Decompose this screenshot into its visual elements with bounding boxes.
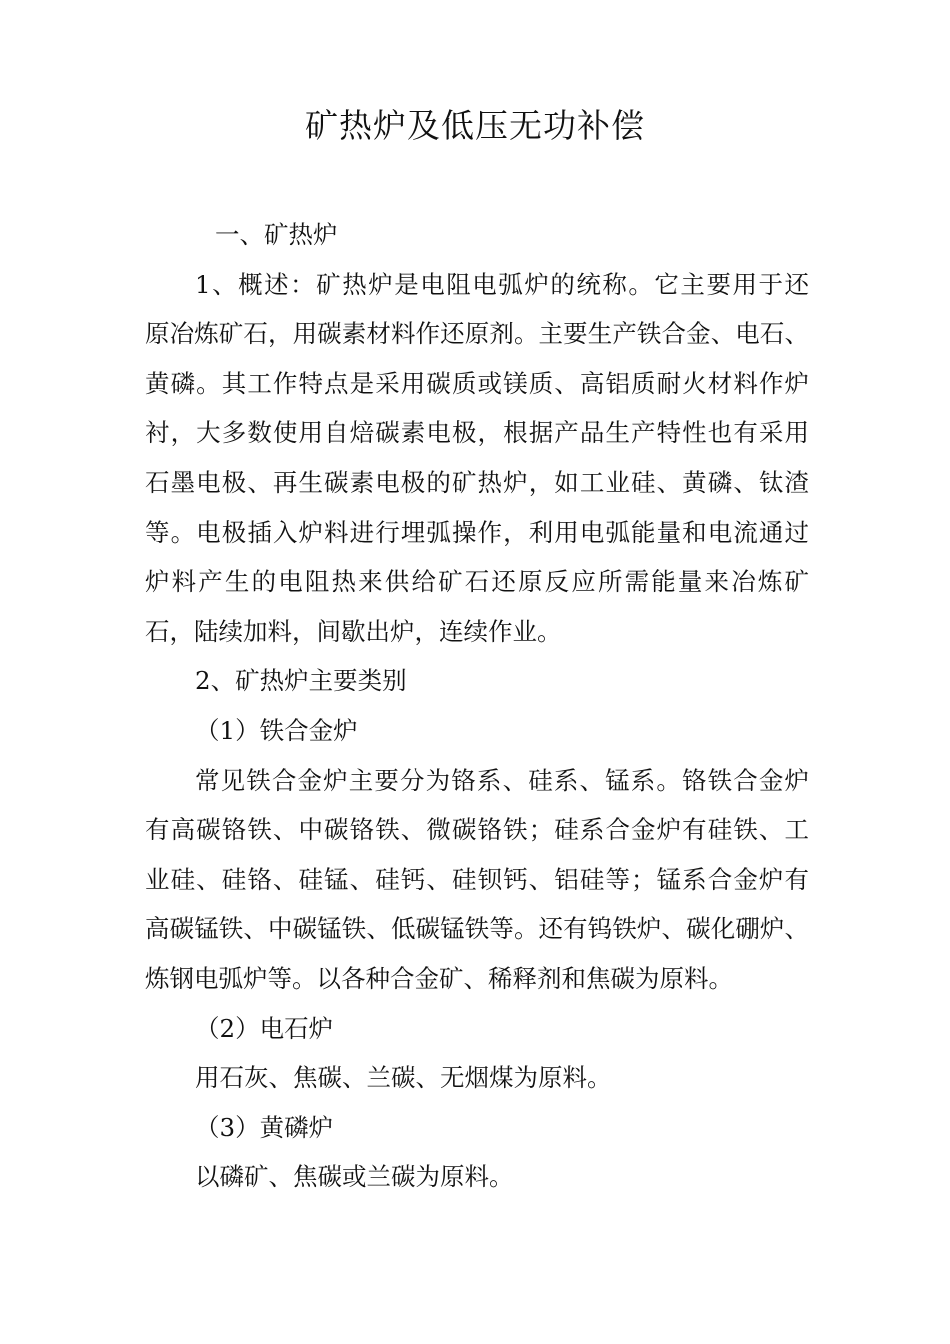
paragraph-line: 有高碳铬铁、中碳铬铁、微碳铬铁；硅系合金炉有硅铁、工 — [145, 815, 809, 845]
paragraph-overview — [145, 260, 809, 657]
paragraph-phosphorus: 以磷矿、焦碳或兰碳为原料。 — [195, 1162, 514, 1192]
document-title: 矿热炉及低压无功补偿 — [305, 106, 645, 145]
paragraph-line: 常见铁合金炉主要分为铬系、硅系、锰系。铬铁合金炉 — [195, 765, 809, 795]
paragraph-ferroalloy — [145, 756, 809, 1004]
section-heading: 一、矿热炉 — [215, 220, 338, 249]
paragraph-line: 等。电极插入炉料进行埋弧操作，利用电弧能量和电流通过 — [145, 517, 809, 547]
paragraph-line: 黄磷。其工作特点是采用碳质或镁质、高铝质耐火材料作炉 — [145, 368, 809, 398]
paragraph-line: 炼钢电弧炉等。以各种合金矿、稀释剂和焦碳为原料。 — [145, 963, 733, 993]
paragraph-line: 衬，大多数使用自焙碳素电极，根据产品生产特性也有采用 — [145, 418, 809, 448]
paragraph-line: 高碳锰铁、中碳锰铁、低碳锰铁等。还有钨铁炉、碳化硼炉、 — [145, 914, 809, 944]
document-body — [145, 210, 809, 1202]
paragraph-line: 1、概述：矿热炉是电阻电弧炉的统称。它主要用于还 — [195, 269, 809, 299]
paragraph-line: 原冶炼矿石，用碳素材料作还原剂。主要生产铁合金、电石、 — [145, 319, 809, 349]
paragraph-line: 石，陆续加料，间歇出炉，连续作业。 — [145, 616, 562, 646]
item-heading-phosphorus: （3）黄磷炉 — [195, 1112, 334, 1142]
paragraph-line: 炉料产生的电阻热来供给矿石还原反应所需能量来冶炼矿 — [145, 567, 809, 597]
item-heading-ferroalloy: （1）铁合金炉 — [195, 715, 358, 745]
subsection-heading: 2、矿热炉主要类别 — [195, 666, 407, 696]
paragraph-line: 业硅、硅铬、硅锰、硅钙、硅钡钙、铝硅等；锰系合金炉有 — [145, 864, 809, 894]
item-heading-carbide: （2）电石炉 — [195, 1013, 334, 1043]
paragraph-line: 石墨电极、再生碳素电极的矿热炉，如工业硅、黄磷、钛渣 — [145, 467, 809, 497]
paragraph-carbide: 用石灰、焦碳、兰碳、无烟煤为原料。 — [195, 1063, 612, 1093]
